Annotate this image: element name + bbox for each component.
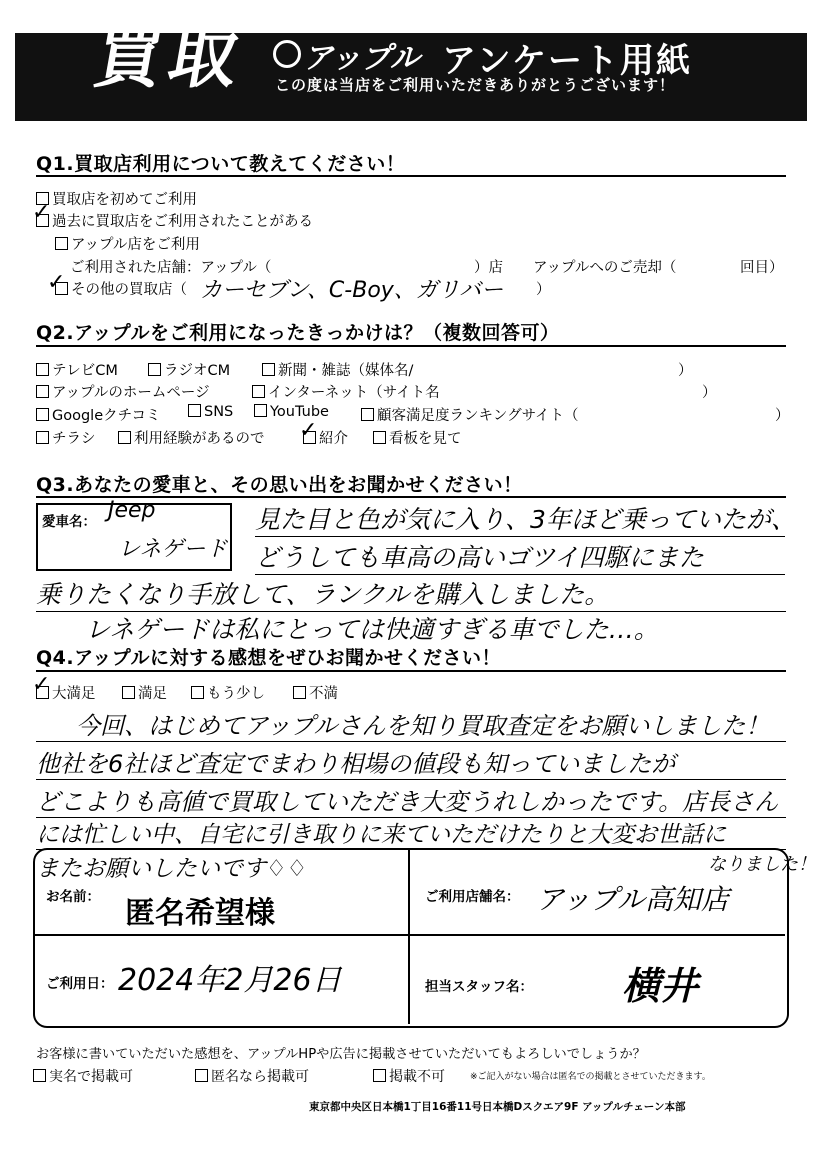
checkbox[interactable] xyxy=(55,237,68,250)
check-mark-icon: ✓ xyxy=(299,418,318,443)
option-label: ラジオCM xyxy=(164,363,231,379)
q4-comment-line: には忙しい中、自宅に引き取りに来ていただけたりと大変お世話に xyxy=(36,816,786,850)
publish-option-anonymous[interactable] xyxy=(195,1066,309,1086)
q3-memory-line: 見た目と色が気に入り、3年ほど乗っていたが、 xyxy=(255,500,785,537)
option-label: 新聞・雑誌（媒体名/ xyxy=(278,363,414,379)
q1-other-handwriting: カーセブン、C-Boy、ガリバー xyxy=(200,278,504,303)
checkbox[interactable] xyxy=(36,431,49,444)
checkbox[interactable] xyxy=(361,408,374,421)
check-mark-icon: ✓ xyxy=(32,200,51,225)
option-label: 匿名なら掲載可 xyxy=(211,1069,309,1085)
q1-store-suffix: ）店 xyxy=(474,260,503,276)
check-mark-icon: ✓ xyxy=(47,270,66,295)
q1-option-other[interactable] xyxy=(55,278,187,299)
q1-other-close: ） xyxy=(536,282,551,298)
q3-memory-line: どうしても車高の高いゴツイ四駆にまた xyxy=(255,538,785,575)
option-label: インターネット（サイト名 xyxy=(268,385,440,401)
check-mark-icon: ✓ xyxy=(32,672,51,697)
form-subtitle: この度は当店をご利用いただきありがとうございます！ xyxy=(275,76,676,94)
checkbox[interactable] xyxy=(254,404,267,417)
option-label: その他の買取店（ xyxy=(71,282,187,298)
option-label: アップル店をご利用 xyxy=(71,237,200,253)
q1-store-label: ご利用された店舗：アップル（ xyxy=(70,260,272,276)
publish-option-no[interactable] xyxy=(373,1066,445,1086)
q1-sales-suffix: 回目） xyxy=(740,260,784,276)
checkbox[interactable] xyxy=(188,404,201,417)
q4-divider xyxy=(36,670,786,672)
option-label: チラシ xyxy=(52,431,96,447)
q3-memory-line: 乗りたくなり手放して、ランクルを購入しました。 xyxy=(36,575,786,612)
checkbox[interactable] xyxy=(373,1069,386,1082)
checkbox[interactable] xyxy=(293,686,306,699)
checkbox[interactable] xyxy=(33,1069,46,1082)
q4-comment-line: 今回、はじめてアップルさんを知り買取査定をお願いしました！ xyxy=(36,706,786,742)
q2-close-1: ） xyxy=(678,363,693,379)
q2-title: Q2.アップルをご利用になったきっかけは？（複数回答可） xyxy=(36,322,560,344)
q4-option-satisfied[interactable] xyxy=(122,682,167,703)
car-name-label: 愛車名： xyxy=(42,514,96,530)
staff-label: 担当スタッフ名： xyxy=(425,979,533,995)
option-label: SNS xyxy=(204,404,234,420)
checkbox[interactable] xyxy=(148,363,161,376)
q3-memory-line: レネゲードは私にとっては快適すぎる車でした…。 xyxy=(85,615,659,644)
publish-option-real-name[interactable] xyxy=(33,1066,133,1086)
name-value: 匿名希望様 xyxy=(125,896,275,931)
q2-option-signboard[interactable] xyxy=(373,427,462,448)
date-label: ご利用日： xyxy=(46,976,114,992)
checkbox[interactable] xyxy=(373,431,386,444)
q1-option-past[interactable] xyxy=(36,210,313,231)
option-label: 実名で掲載可 xyxy=(49,1069,133,1085)
q2-option-internet[interactable] xyxy=(252,381,440,402)
q2-option-news[interactable] xyxy=(262,359,413,380)
checkbox[interactable] xyxy=(191,686,204,699)
option-label: 不満 xyxy=(309,686,338,702)
option-label: 過去に買取店をご利用されたことがある xyxy=(52,214,313,230)
hq-address: 東京都中央区日本橋1丁目16番11号日本橋Dスクエア9F アップルチェーン本部 xyxy=(309,1101,686,1113)
q1-option-first[interactable] xyxy=(36,188,197,209)
option-label: テレビCM xyxy=(52,363,118,379)
option-label: YouTube xyxy=(270,404,329,420)
option-label: 利用経験があるので xyxy=(134,431,265,447)
option-label: 掲載不可 xyxy=(389,1069,445,1085)
info-divider-horizontal xyxy=(33,934,785,936)
checkbox[interactable] xyxy=(122,686,135,699)
checkbox[interactable] xyxy=(252,385,265,398)
store-value: アップル高知店 xyxy=(536,883,729,916)
q2-option-ranking[interactable] xyxy=(361,404,579,425)
q4-comment-line: またお願いしたいです♢♢ xyxy=(36,856,308,882)
publish-question: お客様に書いていただいた感想を、アップルHPや広告に掲載させていただいてもよろしいでしょうか？ xyxy=(36,1047,646,1062)
q4-comment-line: 他社を6社ほど査定でまわり相場の値段も知っていましたが xyxy=(36,744,786,780)
option-label: 買取店を初めてご利用 xyxy=(52,192,197,208)
date-value: 2024年2月26日 xyxy=(118,963,342,998)
q2-option-radiocm[interactable] xyxy=(148,359,230,380)
q2-option-experience[interactable] xyxy=(118,427,265,448)
kaitori-logo: 買取 xyxy=(88,19,251,98)
q4-comment-line: どこよりも高値で買取していただき大変うれしかったです。店長さん xyxy=(36,782,786,818)
car-name-line2: レネゲード xyxy=(118,537,228,562)
q4-option-little[interactable] xyxy=(191,682,265,703)
q1-title: Q1.買取店利用について教えてください！ xyxy=(36,153,406,175)
publish-note: ※ご記入がない場合は匿名での掲載とさせていただきます。 xyxy=(470,1072,711,1082)
q4-title: Q4.アップルに対する感想をぜひお聞かせください！ xyxy=(36,647,502,669)
q2-option-google[interactable] xyxy=(36,404,161,425)
form-title: アンケート用紙 xyxy=(442,41,692,81)
q1-divider xyxy=(36,175,786,177)
q1-option-apple[interactable] xyxy=(55,233,200,254)
staff-value: 横井 xyxy=(622,964,699,1008)
q2-option-flyer[interactable] xyxy=(36,427,96,448)
option-label: 満足 xyxy=(138,686,167,702)
info-divider-vertical xyxy=(408,848,410,1024)
option-label: Googleクチコミ xyxy=(52,408,161,424)
checkbox[interactable] xyxy=(195,1069,208,1082)
option-label: 顧客満足度ランキングサイト（ xyxy=(377,408,579,424)
q2-option-tvcm[interactable] xyxy=(36,359,118,380)
name-label: お名前： xyxy=(46,889,100,905)
brand-name: アップル xyxy=(303,41,420,76)
checkbox[interactable] xyxy=(36,408,49,421)
option-label: 大満足 xyxy=(52,686,96,702)
option-label: 紹介 xyxy=(319,431,348,447)
option-label: 看板を見て xyxy=(389,431,462,447)
q2-option-youtube[interactable] xyxy=(254,404,329,420)
q2-divider xyxy=(36,345,786,347)
q4-comment-line: なりました！ xyxy=(708,854,816,875)
q2-close-3: ） xyxy=(775,408,790,424)
option-label: アップルのホームページ xyxy=(52,385,210,401)
store-label: ご利用店舗名： xyxy=(425,889,520,905)
q2-option-homepage[interactable] xyxy=(36,381,210,402)
option-label: もう少し xyxy=(207,686,265,702)
checkbox[interactable] xyxy=(36,385,49,398)
car-name-line1: Jeep xyxy=(108,498,156,523)
apple-logo-icon xyxy=(273,40,301,68)
q4-option-dissatisfied[interactable] xyxy=(293,682,338,703)
q2-close-2: ） xyxy=(702,385,717,401)
q1-sales-label: アップルへのご売却（ xyxy=(533,260,677,276)
q2-option-sns[interactable] xyxy=(188,404,233,420)
checkbox[interactable] xyxy=(36,363,49,376)
checkbox[interactable] xyxy=(118,431,131,444)
checkbox[interactable] xyxy=(262,363,275,376)
q3-title: Q3.あなたの愛車と、その思い出をお聞かせください！ xyxy=(36,474,523,496)
